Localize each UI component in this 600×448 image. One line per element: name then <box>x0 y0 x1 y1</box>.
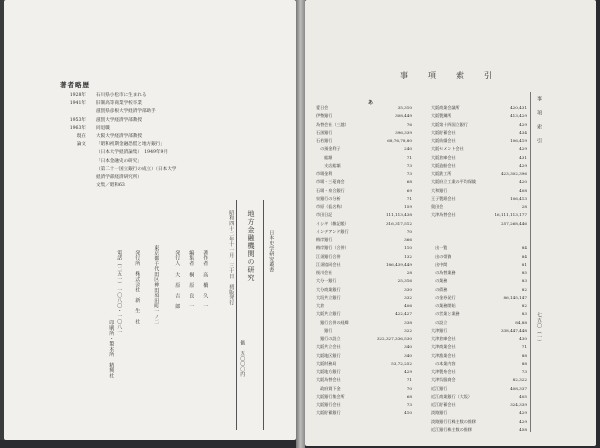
index-entry <box>431 162 527 170</box>
index-entry <box>316 162 412 170</box>
index-entry <box>316 170 412 178</box>
index-entry <box>431 228 527 236</box>
index-pages: 71 <box>521 344 527 350</box>
index-entry <box>316 137 412 145</box>
index-pages: 406 <box>404 303 412 308</box>
index-entry <box>431 360 527 368</box>
index-pages: 308,449 <box>395 113 412 119</box>
index-divider <box>530 92 531 432</box>
index-entry <box>431 253 527 261</box>
index-term: 大阪製鋼所 <box>431 113 452 119</box>
index-term: 大阪銀行集会所 <box>316 393 345 399</box>
index-term: 江須銀行合併 <box>316 253 341 259</box>
index-pages: 429 <box>519 410 527 416</box>
index-term: 市場金利 <box>316 171 333 176</box>
index-pages: 408 <box>519 187 527 193</box>
colophon-publisher-label: 発行人 <box>174 250 181 266</box>
index-pages: 322 <box>404 327 412 333</box>
index-pages: 405 <box>519 393 527 399</box>
index-pages: 106,419 <box>510 138 527 143</box>
colophon <box>108 190 298 430</box>
bio-row <box>58 125 268 133</box>
index-pages: 316,317,512 <box>385 220 412 226</box>
index-pages: 70 <box>406 385 412 391</box>
index-entry <box>431 310 527 318</box>
bio-year <box>58 182 96 190</box>
index-term: 近江貯蓄会社 <box>431 402 456 407</box>
index-entry <box>316 244 412 252</box>
index-entry <box>431 112 527 120</box>
index-pages: 340 <box>404 352 412 358</box>
index-term: 大和銀行 <box>431 187 448 193</box>
index-entry <box>316 360 412 368</box>
index-term: 為替会社（三越） <box>316 121 349 127</box>
bio-year <box>58 108 96 116</box>
index-term: の設立 <box>431 319 448 325</box>
index-entry <box>431 335 527 343</box>
index-pages: 83 <box>521 278 527 284</box>
index-kana-heading: あ <box>368 100 374 106</box>
index-pages: 71 <box>406 195 412 201</box>
bio-text: 「日本金融史の研究」 <box>96 158 142 164</box>
index-term: 大津銀行 <box>431 327 448 333</box>
index-page-number: 七五〇（一） <box>536 312 542 345</box>
colophon-editor-label: 編集者 <box>188 250 195 266</box>
index-pages: 82 <box>521 303 527 308</box>
index-entry <box>316 129 412 137</box>
bio-text: 石川県小松市に生まれる <box>96 93 147 98</box>
index-term: 総額 <box>316 154 333 160</box>
index-entry <box>431 418 527 426</box>
index-entry <box>431 319 527 327</box>
index-entry <box>431 352 527 360</box>
index-entry <box>431 385 527 393</box>
bio-year: 現在 <box>76 134 86 140</box>
index-term: 大阪地方銀行 <box>316 369 341 374</box>
index-pages: 68,76,78,80 <box>387 138 412 143</box>
index-term: 桜川会社 <box>316 270 333 275</box>
index-pages: 76 <box>406 121 412 127</box>
index-term: 大垣共立銀行 <box>316 294 341 300</box>
index-pages: 35,310 <box>397 105 412 110</box>
index-entry <box>316 294 412 302</box>
index-entry <box>316 112 412 120</box>
index-column-2 <box>431 104 527 434</box>
bio-row <box>58 108 268 116</box>
index-entry <box>316 310 412 318</box>
index-pages: 324,339 <box>510 402 527 407</box>
index-entry <box>431 327 527 335</box>
index-term: 大津商業会社 <box>431 344 456 350</box>
bio-year <box>58 174 96 182</box>
index-term: 近江銀行 <box>431 385 448 391</box>
index-pages: 53,72,252 <box>391 360 412 366</box>
index-pages: 73 <box>406 162 412 168</box>
index-term: 大津製糸会社 <box>431 369 456 374</box>
index-pages: 429 <box>519 418 527 424</box>
index-term: インデアンド銀行 <box>316 228 349 234</box>
index-pages: 332 <box>404 294 412 300</box>
bio-text: 滋賀大学経済学部教授 <box>96 117 142 123</box>
index-pages: 82,322 <box>512 377 527 383</box>
bio-text: 同退職 <box>96 125 110 131</box>
index-term: 銀行の設立 <box>316 336 341 341</box>
index-pages: 322,327,336,530 <box>376 336 412 341</box>
index-term: 石黒銀行 <box>316 129 333 135</box>
index-pages: 422,427 <box>395 311 412 317</box>
index-pages: 159 <box>404 204 412 209</box>
bio-text: 大阪大学経済学部教授 <box>96 134 142 140</box>
index-pages: 84 <box>521 253 527 259</box>
index-pages: 257,268,446 <box>500 220 527 226</box>
index-term: イシギ（雑記帳） <box>316 220 349 226</box>
book-gutter <box>296 0 305 448</box>
bio-row <box>58 117 268 125</box>
index-term: 泉銀行の分析 <box>316 195 341 201</box>
index-entry <box>431 294 527 302</box>
index-term: 市原（仮名称） <box>316 204 345 209</box>
bio-row <box>58 100 268 108</box>
index-term: 梅岸銀行 <box>316 237 333 242</box>
index-entry <box>431 211 527 219</box>
index-term: 石若銀行 <box>316 138 333 143</box>
index-entry <box>431 401 527 409</box>
index-term: 市場・三菱商会 <box>316 179 345 185</box>
bio-year: 1963年 <box>69 125 86 131</box>
bio-year: 1928年 <box>69 93 86 98</box>
index-term: 近江商業銀行（大坂） <box>431 393 472 399</box>
bio-text: 経済学部経済研究所） <box>96 175 142 181</box>
index-entry <box>431 244 527 252</box>
index-pages: 429 <box>404 369 412 374</box>
index-pages: 366 <box>404 237 412 242</box>
index-entry <box>316 327 412 335</box>
colophon-editor: 桐 原 良 一 <box>188 272 195 310</box>
bio-row <box>58 141 268 149</box>
index-entry <box>316 269 412 277</box>
index-entry <box>316 261 412 269</box>
index-entry <box>316 409 412 417</box>
index-term: 大津呉服商会 <box>431 377 456 383</box>
index-entry <box>431 145 527 153</box>
bio-row <box>58 158 268 166</box>
index-entry <box>316 236 412 244</box>
index-term: 大津漁業会社 <box>431 352 456 358</box>
index-entry <box>431 261 527 269</box>
index-pages <box>525 228 527 236</box>
index-term <box>431 236 435 244</box>
index-entry <box>316 385 412 393</box>
bio-text: 文集／昭和63 <box>96 183 125 189</box>
index-entry <box>431 409 527 417</box>
index-entry <box>316 154 412 162</box>
index-term: 大阪倉庫会社 <box>431 154 456 160</box>
index-entry <box>431 286 527 294</box>
index-entry <box>316 393 412 401</box>
index-term: 政府貸下金 <box>316 385 341 391</box>
bio-text: （第二十一国立銀行の成立）（日本大学 <box>96 166 177 172</box>
index-pages: 86,145,147 <box>503 294 527 300</box>
index-term: の本業内容 <box>431 360 456 366</box>
colophon-author-label: 著作者 <box>202 250 209 266</box>
index-term: 大阪貯蓄銀行 <box>316 410 341 416</box>
index-pages: 330 <box>404 286 412 292</box>
index-pages: 73 <box>406 171 412 176</box>
index-pages: 413,429 <box>510 113 527 119</box>
index-term: 近江銀行株主数の推移 <box>431 426 472 432</box>
index-entry <box>431 170 527 178</box>
index-pages: 240 <box>404 146 412 152</box>
index-term: 梅岸銀行（合併） <box>316 245 349 251</box>
index-pages <box>525 236 527 244</box>
index-term: 大津為替会社 <box>431 212 456 218</box>
index-term: の営業と業務 <box>431 311 460 317</box>
index-pages: 430 <box>519 336 527 341</box>
index-entry <box>316 203 412 211</box>
index-pages: 88 <box>521 352 527 358</box>
index-term: 奥田会 <box>431 204 444 209</box>
index-entry <box>431 195 527 203</box>
index-pages: 81 <box>521 261 527 267</box>
bio-row <box>58 149 268 157</box>
index-column-1 <box>316 104 412 418</box>
bio-text: 「昭和初期金融恐慌と地方銀行」 <box>96 142 165 148</box>
index-entry <box>431 104 527 112</box>
index-term: 銀行合併の経緯 <box>316 319 349 325</box>
bio-text: 滋賀県彦根大学経済学部助手 <box>96 109 156 115</box>
index-entry <box>316 376 412 384</box>
colophon-printer: 印刷所・製本所 精興社 <box>108 320 115 379</box>
index-pages: 429 <box>519 121 527 127</box>
index-term: 銀行 <box>316 327 333 333</box>
index-pages: 423,302,396 <box>500 171 527 176</box>
index-term: 出中間 <box>431 261 448 267</box>
index-term: 大分一銀行 <box>316 278 337 284</box>
index-entry <box>431 269 527 277</box>
bio-year: 論文 <box>76 142 86 148</box>
index-pages: 396,339 <box>395 129 412 135</box>
index-pages: 429 <box>519 146 527 152</box>
index-entry <box>316 401 412 409</box>
index-entry <box>316 302 412 310</box>
index-pages: 71 <box>406 154 412 160</box>
bio-year <box>58 149 96 157</box>
index-entry <box>431 203 527 211</box>
index-entry <box>431 393 527 401</box>
index-entry <box>431 302 527 310</box>
colophon-series: 日本史学研究叢書 <box>268 230 275 273</box>
index-pages: 85 <box>521 270 527 275</box>
colophon-press: 発行所 株式会社 新 生 社 <box>134 250 141 325</box>
index-entry <box>316 145 412 153</box>
index-term: 大阪セメント会社 <box>431 146 464 152</box>
index-pages: 338,447,448 <box>500 327 527 333</box>
index-entry <box>431 154 527 162</box>
index-pages: 70 <box>406 228 412 234</box>
colophon-phone: 電話（二五一）一〇八〇・一〇八一 <box>116 250 123 335</box>
index-pages: 16,111,113,177 <box>494 212 527 218</box>
index-entry <box>316 187 412 195</box>
index-entry <box>316 211 412 219</box>
index-entry <box>431 426 527 434</box>
index-pages: 73 <box>406 402 412 407</box>
colophon-author: 高 橋 久 一 <box>202 272 209 310</box>
index-term: 大阪府立工業の平均保険 <box>431 179 477 185</box>
index-entry <box>431 121 527 129</box>
index-term: 大阪造船会社 <box>431 162 456 168</box>
bio-row <box>58 92 268 100</box>
index-pages: 88 <box>521 360 527 366</box>
index-pages: 429 <box>519 162 527 168</box>
index-pages: 111,113,438 <box>385 212 412 218</box>
index-term: 石場・泉合銀行 <box>316 187 345 193</box>
index-term: の為替業務 <box>431 270 456 275</box>
index-entry <box>316 104 412 112</box>
index-term: 大阪商業会議所 <box>431 105 460 110</box>
index-pages: 28 <box>521 204 527 209</box>
bio-year <box>58 158 96 166</box>
index-pages: 68 <box>406 393 412 399</box>
index-pages: 410 <box>404 410 412 416</box>
index-entry <box>431 376 527 384</box>
index-term: 大阪貯蓄会社 <box>431 129 456 135</box>
index-term: 大津倉庫会社 <box>431 336 456 341</box>
bio-row <box>58 174 268 182</box>
index-term: の業務開始 <box>431 303 456 308</box>
index-term: の業務 <box>431 278 448 284</box>
index-term: 大阪第十四国立銀行 <box>431 121 468 127</box>
bio-year <box>58 166 96 174</box>
index-pages: 71 <box>406 377 412 383</box>
index-entry <box>316 335 412 343</box>
index-entry <box>431 236 527 244</box>
colophon-publisher: 大 原 吉 郎 <box>174 272 181 310</box>
index-pages: 434 <box>519 129 527 135</box>
index-pages: 83 <box>521 311 527 317</box>
index-pages: 340 <box>404 344 412 350</box>
index-pages: 82 <box>521 286 527 292</box>
index-running-head: 事 項 索 引 <box>536 96 542 145</box>
index-pages: 420,431 <box>510 105 527 110</box>
colophon-date: 昭和四十二年十一月 三十日 初版発行 <box>228 210 235 306</box>
index-term: 大阪財務局 <box>316 360 337 366</box>
index-pages: 420 <box>519 179 527 185</box>
index-entry <box>431 220 527 228</box>
index-entry <box>316 178 412 186</box>
index-term: 大阪地区銀行 <box>316 352 341 358</box>
index-pages: 28 <box>406 270 412 275</box>
index-pages: 69 <box>406 187 412 193</box>
index-pages: 73 <box>521 369 527 374</box>
index-entry <box>316 286 412 294</box>
bio-text: 旧制高等商業学校卒業 <box>96 101 142 107</box>
bio-text: （日本大学経済論集） 1949年9月 <box>96 150 169 156</box>
author-bio-title: 著者略歴 <box>60 81 90 89</box>
index-term: 支店総額 <box>316 162 341 168</box>
index-pages: 110 <box>404 245 412 251</box>
index-pages: 431 <box>519 154 527 160</box>
index-entry <box>316 277 412 285</box>
index-entry <box>316 121 412 129</box>
index-entry <box>431 129 527 137</box>
index-pages: 25,316 <box>397 278 412 284</box>
index-term: の債務 <box>431 286 448 292</box>
bio-year: 1941年 <box>69 101 86 107</box>
index-pages: 186,439,449 <box>385 261 412 267</box>
index-entry <box>316 220 412 228</box>
index-term: 大阪共立会社 <box>316 344 341 350</box>
bio-row <box>58 133 268 141</box>
index-entry <box>316 343 412 351</box>
index-entry <box>431 368 527 376</box>
index-entry <box>316 195 412 203</box>
index-pages: 408,337 <box>510 385 527 391</box>
index-term: の金券発行 <box>431 294 456 300</box>
bio-year: 1953年 <box>69 117 86 123</box>
bio-row <box>58 166 268 174</box>
index-entry <box>316 352 412 360</box>
index-term <box>431 228 435 236</box>
index-term: 大阪銀行会社 <box>316 402 341 407</box>
index-entry <box>316 228 412 236</box>
index-term: 大阪紡績会社 <box>431 138 456 143</box>
colophon-book-title: 地方金融機関の研究 <box>247 210 255 282</box>
index-entry <box>316 319 412 327</box>
index-term: の預金利子 <box>316 146 341 152</box>
index-entry <box>431 187 527 195</box>
index-term: 王子製紙会社 <box>431 195 456 201</box>
colophon-price: 価 五〇〇〇円 <box>239 340 246 378</box>
index-pages: 84,88 <box>515 319 527 325</box>
index-term: 大阪共立銀行 <box>316 311 341 317</box>
index-term: 伊勢銀行 <box>316 113 333 119</box>
index-pages: 338 <box>404 319 412 325</box>
index-term: 大倉 <box>316 303 325 308</box>
index-term <box>431 220 435 228</box>
index-entry <box>316 368 412 376</box>
index-term: 淡路銀行 <box>431 410 448 416</box>
index-term: 大阪鉄工所 <box>431 171 452 176</box>
index-term: 市田日記 <box>316 212 333 218</box>
index-pages: 458 <box>519 426 527 432</box>
index-pages: 132 <box>404 253 412 259</box>
index-term: 淡路銀行行株主数の推移 <box>431 418 477 424</box>
index-term: 江須協同会社 <box>316 261 341 267</box>
index-entry <box>431 343 527 351</box>
index-pages: 84 <box>521 245 527 251</box>
colophon-address: 東京都千代田区神田須田町一ノ二 <box>153 245 160 325</box>
index-entry <box>431 137 527 145</box>
index-term: 愛日会 <box>316 105 329 110</box>
index-term: 出の帯資 <box>431 253 452 259</box>
index-term: 大阪為替会社 <box>316 377 341 383</box>
index-pages: 106,413 <box>510 195 527 201</box>
author-bio <box>58 92 268 190</box>
index-term: 出一覧 <box>431 245 448 251</box>
index-term: 大分商業銀行 <box>316 286 341 292</box>
index-entry <box>431 277 527 285</box>
index-pages: 68 <box>406 179 412 185</box>
index-entry <box>431 178 527 186</box>
index-title: 事 項 索 引 <box>400 71 498 80</box>
index-entry <box>316 253 412 261</box>
